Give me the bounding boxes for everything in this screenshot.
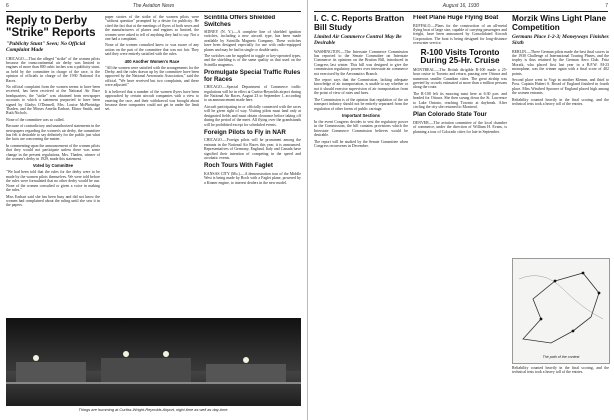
- header-rule: [314, 11, 608, 12]
- story-headline: Foreign Pilots to Fly in NAR: [204, 128, 286, 136]
- paragraph: Reliability counted heavily in the final scoring, and the technical tests took a heavy toll of the entries.: [512, 366, 609, 375]
- story-colorado-tour: [413, 112, 507, 134]
- paragraph: None of the women consulted knew or was aware of any action on the part of the committee that was not fair. They said they were entirely satisfied with the rules.: [105, 43, 199, 57]
- paragraph: Miss Earhart said she has been busy and did not know the women had complained about the ruling until she saw it in the papers.: [6, 194, 100, 208]
- paragraph: The switches can be supplied in toggle or key-operated types, and the shielding is of the same quality as that used on the Scintilla magnetos.: [204, 54, 301, 67]
- floodlight: [163, 351, 169, 357]
- story-headline: I. C. C. Reports Bratton Bill Study: [314, 15, 405, 32]
- paragraph: The report will be studied by the Senate Committee when Congress reconvenes in December.: [314, 139, 408, 148]
- page-number: 6: [6, 3, 9, 9]
- story-headline: Fleet Plane Huge Flying Boat: [413, 15, 499, 21]
- left-running-head: [6, 3, 301, 11]
- hangar-lights-illustration: [6, 318, 301, 406]
- story-headline: Morzik Wins Light Plane Competition: [512, 15, 607, 32]
- hangar-shape: [206, 364, 286, 382]
- paragraph: CHICAGO.—Foreign pilots will be prominent among the entrants in the National Air Races this year, it is announced. Representatives of Germany, England, Italy and Canada have signified their intention of competing in the speed and acrobatic events.: [204, 138, 301, 161]
- waypoint-dot: [582, 272, 585, 275]
- story-headline: Plan Colorado State Tour: [413, 111, 487, 119]
- hangar-shape: [16, 362, 86, 382]
- paragraph: SIDNEY (N. Y.).—A complete line of shielded ignition switches, including a new aircraft type, has been made available by Scintilla Magneto Company. These switches have been designed especially for use with radio-equipped planes and may be had in single or double units.: [204, 30, 301, 52]
- paragraph: WASHINGTON.—The Interstate Commerce Commission has reported to the Senate Committee on Interstate Commerce its opinions on the Bratton Bill, introduced in Congress last winter. This bill was designed to give the commission regulatory powers over interstate air commerce not exercised by the Aeronautics Branch.: [314, 49, 408, 76]
- paragraph: paper stories of the strike of the women pilots were "without question" prompted by a desire for publicity. He cited the fact that at the meetings of flyers of both sexes and the manufacturers of planes and engines so limited, the women were asked to tell of anything they had to say. Not a one had a complaint.: [105, 15, 199, 42]
- story-foreign-pilots: [204, 130, 301, 161]
- paragraph: In the event Congress decides to vest the regulatory power in the Commission, the bill contains provisions which the Interstate Commerce Commission believes would be desirable.: [314, 119, 408, 138]
- airport-night-photo: [6, 318, 301, 406]
- story-traffic-rules: [204, 70, 301, 127]
- paragraph: Because of contradictory and unauthorized statements in the newspapers regarding the women's air derby, the committee has felt it desirable to say definitely for the public just what the facts are concerning the matter.: [6, 124, 100, 142]
- paragraph: The report says that the Commission, lacking adequate knowledge of air transportation, is unable to say whether or not it should exercise supervision of air transportation from the point of view of rates and fares.: [314, 78, 408, 96]
- right-column-3-continued: [512, 366, 609, 416]
- right-column-2: [413, 15, 507, 415]
- story-subhead: Limited Air Commerce Control May Be Desirable: [314, 34, 402, 47]
- story-headline: R-100 Visits Toronto During 25-Hr. Cruise: [420, 47, 500, 66]
- paragraph: BERLIN.—Three German pilots made the best final scores in the 1930 Challenge of International Touring Planes, and the trophy is thus retained by the German Aero Club. Fritz Morzik, who placed first last year in a B.F.W. M-23 monoplane, was the winner again with a final score of 402 points.: [512, 49, 609, 76]
- route-line: [523, 273, 599, 343]
- paragraph: It is believed that a number of the women flyers have been approached by certain aircraft companies with a view to entering the race, and their withdrawal was brought about because these companies could not get in under the limit set.: [105, 89, 199, 112]
- right-running-head: [314, 3, 608, 11]
- photo-caption: Things are humming at Curtiss-Wright-Reynolds Airport, night-time as well as day-time.: [78, 407, 229, 412]
- paragraph: CHICAGO.—That the alleged "strike" of the women pilots because the transcontinental air derby was limited to engines of more than 800 cubic inches was a publicity stunt, as held by the committee in charge of the race, is the opinion of officials in charge of the 1930 National Air Races.: [6, 56, 100, 83]
- waypoint-dot: [554, 280, 557, 283]
- running-title: August 16, 1930: [442, 3, 480, 9]
- waypoint-dot: [598, 292, 601, 295]
- paragraph: None of the committee was so called.: [6, 117, 65, 122]
- paragraph: Reliability counted heavily in the final scoring, and the technical tests took a heavy toll of the entries.: [512, 97, 609, 107]
- contest-path-map: [512, 258, 610, 364]
- story-flying-boat: [413, 15, 507, 46]
- waypoint-dot: [572, 330, 575, 333]
- paragraph: In commenting upon the announcement of the women pilots that they would not participate unless there was some change in the present regulations, Mrs. Thaden, winner of the women's derby in 1929, made this statement.: [6, 143, 100, 162]
- section-kicker: 400 Another Women's Race: [124, 58, 180, 64]
- paragraph: "We had been told that the rules for the derby were to be made by the women pilots themselves. We were told before the rules were formulated that no other derby would be run. None of the women consulted or given a voice in making the rules.": [6, 170, 100, 193]
- story-subhead: "Publicity Stunt" Seen; No Official Complaint Made: [6, 41, 86, 54]
- left-column-3: [204, 15, 301, 315]
- paragraph: MONTREAL.—The British dirigible R-100 made a 25-hour cruise to Toronto and return, passing over Ottawa and numerous smaller Canadian cities. The great airship was greeted by crowds estimated at more than a million persons along the route.: [413, 67, 507, 90]
- paragraph: No official complaint from the women seems to have been received, has been received at the National Air Race headquarters, the "strike" was obtained from newspaper accounts to which a statement purported to have been signed by Gladys O'Donnell, Mrs. Louise McPhetridge Thaden, and the Misses Amelia Earhart, Elinor Smith, and Ruth Nichols.: [6, 84, 100, 116]
- story-r100: [413, 49, 507, 110]
- map-caption: The path of the contest: [542, 355, 580, 359]
- story-subhead: Germans Place 1-2-3; Moneyways Finishes Sixth: [512, 34, 609, 47]
- paragraph: Aircraft participating in or officially connected with the races will be given right of way. Visiting pilots must land only at designated fields and must obtain clearance before taking off during the period of the meet. All flying over the grandstands will be prohibited except for scheduled events.: [204, 104, 301, 127]
- story-headline: Scintilla Offers Shielded Switches: [204, 15, 276, 28]
- right-column-1: [314, 15, 408, 415]
- section-kicker: Voted by Committee: [32, 163, 74, 169]
- header-rule: [6, 11, 301, 12]
- paragraph: The Commission is of the opinion that regulation of the air transport industry should not be entirely separated from the regulation of other forms of public carriage.: [314, 97, 408, 111]
- story-roch-tours: [204, 163, 301, 185]
- story-headline: Roch Tours With Faglet: [204, 162, 273, 170]
- paragraph: BUFFALO.—Plans for the construction of an all-metal flying boat of large size, capable of carrying passengers and freight, have been announced by Consolidated Aircraft Corporation. The boat is being designed for long-distance overwater service.: [413, 23, 507, 46]
- right-column-3: [512, 15, 609, 255]
- paragraph: "All the women were satisfied with the arrangements for the Derby, and the rules drawn up by the committee have been approved by the National Aeronautic Association," said the official. "We have received but two complaints, and these were adjusted.": [105, 65, 199, 88]
- floodlight: [243, 357, 249, 363]
- paragraph: DENVER.—The aviation committee of the local chamber of commerce, under the direction of William H. Evans, is planning a tour of Colorado cities for late in September.: [413, 120, 507, 134]
- left-column-1: [6, 15, 100, 315]
- left-column-2: [105, 15, 199, 315]
- floodlight: [123, 351, 129, 357]
- paragraph: The R-100 left its mooring mast here at 6:30 p.m. and headed for Ottawa. She then swung down the St. Lawrence to Lake Ontario, reaching Toronto at daybreak. After circling the city she returned to Montreal.: [413, 91, 507, 109]
- waypoint-dot: [540, 318, 543, 321]
- paragraph: CHICAGO.—Special Department of Commerce traffic regulations will be in effect at Curtiss-Reynolds airport during the National Air Races, August 23 to September 1, according to an announcement made here.: [204, 85, 301, 103]
- story-headline: Promulgate Special Traffic Rules for Races: [204, 69, 301, 83]
- floodlight: [33, 355, 39, 361]
- paragraph: Second place went to Vogt in another Klemm, and third to Poss. Captain Hubert S. Broad of England finished in fourth place. Miss Winifred Spooner of England placed high among the women entrants.: [512, 78, 609, 96]
- story-scintilla: [204, 15, 301, 67]
- route-map-illustration: [513, 259, 609, 355]
- section-kicker: Important Sections: [342, 112, 380, 118]
- paragraph: KANSAS CITY (Mo.).—A demonstration tour of the Middle West is being made by Roch with a Faglet plane, powered by a Kinner engine, to interest dealers in the new model.: [204, 171, 301, 185]
- runway-light-line: [6, 382, 301, 384]
- running-title: The Aviation News: [132, 3, 175, 9]
- right-page: [307, 0, 614, 420]
- hangar-shape: [101, 358, 191, 382]
- story-headline: Reply to Derby "Strike" Reports: [6, 15, 96, 40]
- page-number: 7: [605, 3, 608, 9]
